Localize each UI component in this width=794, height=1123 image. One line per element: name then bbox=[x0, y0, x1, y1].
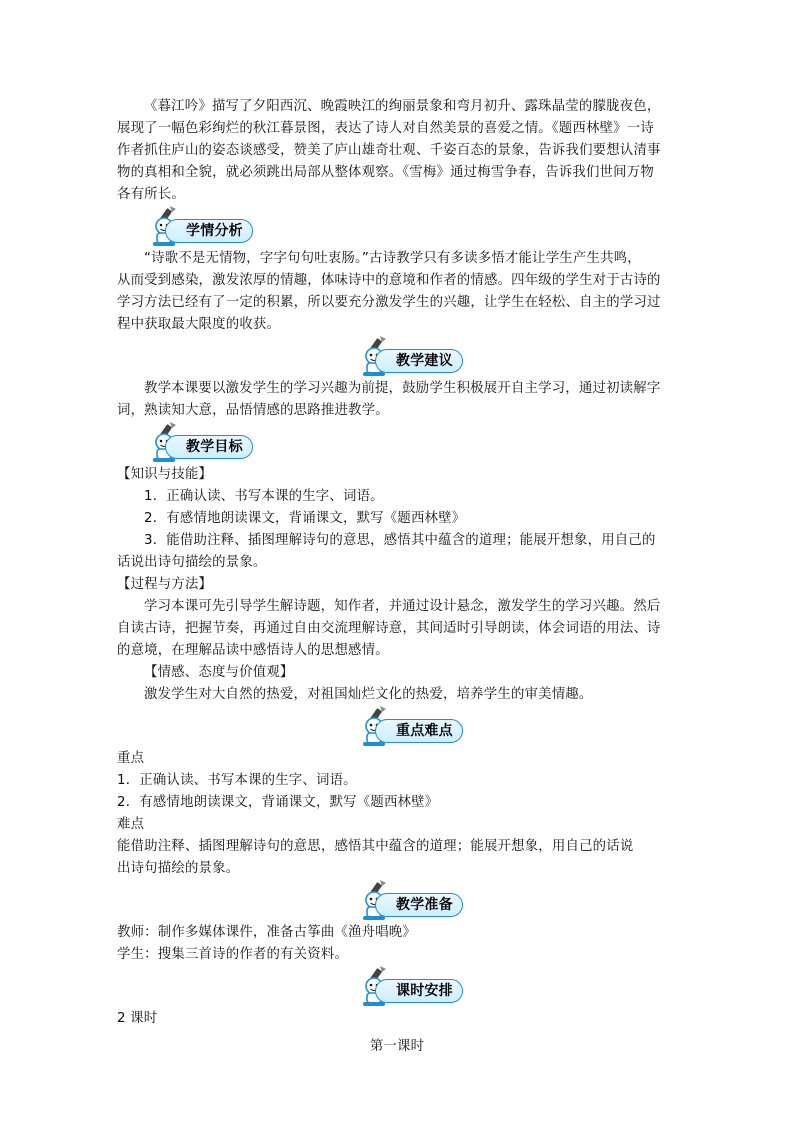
list-item: 2．有感情地朗读课文，背诵课文，默写《题西林壁》 bbox=[144, 511, 466, 526]
section-title: 重点难点 bbox=[375, 719, 463, 743]
zhunbei-body bbox=[117, 922, 682, 966]
section-title: 学情分析 bbox=[165, 219, 253, 243]
mubiao-body bbox=[117, 464, 682, 706]
text-line: “诗歌不是无情物，字字句句吐衷肠。”古诗教学只有多读多悟才能让学生产生共鸣， bbox=[144, 251, 641, 266]
section-heading-keshi bbox=[357, 966, 682, 1008]
text-line: 各有所长。 bbox=[117, 187, 185, 202]
text-line: 激发学生对大自然的热爱，对祖国灿烂文化的热爱，培养学生的审美情趣。 bbox=[144, 687, 593, 702]
section-heading-zhongdian bbox=[357, 706, 682, 748]
subsection-label: 难点 bbox=[117, 817, 145, 832]
list-item: 3．能借助注释、插图理解诗句的意思，感悟其中蕴含的道理；能展开想象，用自己的 bbox=[144, 533, 656, 548]
text-line: 2 课时 bbox=[117, 1011, 158, 1026]
section-title: 教学建议 bbox=[375, 349, 463, 373]
text-line: 自读古诗，把握节奏，再通过自由交流理解诗意，其间适时引导朗读，体会词语的用法、诗 bbox=[117, 621, 661, 636]
section-heading-xueqing bbox=[147, 206, 682, 248]
text-line: 的意境，在理解品读中感悟诗人的思想感情。 bbox=[117, 643, 389, 658]
section-title: 教学准备 bbox=[375, 893, 463, 917]
text-line: 程中获取最大限度的收获。 bbox=[117, 317, 281, 332]
text-line: 能借助注释、插图理解诗句的意思，感悟其中蕴含的道理；能展开想象，用自己的话说 bbox=[117, 839, 634, 854]
text-line: 教师：制作多媒体课件，准备古筝曲《渔舟唱晚》 bbox=[117, 925, 416, 940]
text-line: 话说出诗句描绘的景象。 bbox=[117, 555, 267, 570]
subsection-label: 【知识与技能】 bbox=[117, 467, 213, 482]
list-item: 2．有感情地朗读课文，背诵课文，默写《题西林壁》 bbox=[117, 795, 439, 810]
text-line: 物的真相和全貌，就必须跳出局部从整体观察。《雪梅》通过梅雪争春，告诉我们世间万物 bbox=[117, 165, 654, 180]
list-item: 1．正确认读、书写本课的生字、词语。 bbox=[144, 489, 384, 504]
lesson-title: 第一课时 bbox=[369, 1039, 425, 1054]
section-title: 教学目标 bbox=[165, 435, 253, 459]
page-content bbox=[117, 96, 682, 1058]
text-line: 从而受到感染，激发浓厚的情趣，体味诗中的意境和作者的情感。四年级的学生对于古诗的 bbox=[117, 273, 661, 288]
xueqing-paragraph bbox=[117, 248, 682, 336]
text-line: 出诗句描绘的景象。 bbox=[117, 861, 240, 876]
section-heading-mubiao bbox=[147, 422, 682, 464]
text-line: 学习本课可先引导学生解诗题，知作者，并通过设计悬念，激发学生的学习兴趣。然后 bbox=[144, 599, 661, 614]
text-line: 教学本课要以激发学生的学习兴趣为前提，鼓励学生积极展开自主学习，通过初读解字 bbox=[144, 381, 661, 396]
zhongdian-body bbox=[117, 748, 682, 880]
text-line: 展现了一幅色彩绚烂的秋江暮景图，表达了诗人对自然美景的喜爱之情。《题西林壁》一诗 bbox=[117, 121, 654, 136]
section-heading-zhunbei bbox=[357, 880, 682, 922]
text-line: 词，熟读知大意，品悟情感的思路推进教学。 bbox=[117, 403, 389, 418]
text-line: 作者抓住庐山的姿态谈感受，赞美了庐山雄奇壮观、千姿百态的景象，告诉我们要想认清事 bbox=[117, 143, 661, 158]
jianyi-paragraph bbox=[117, 378, 682, 422]
section-heading-jianyi bbox=[357, 336, 682, 378]
subsection-label: 【情感、态度与价值观】 bbox=[144, 665, 294, 680]
keshi-body bbox=[117, 1008, 682, 1030]
list-item: 1．正确认读、书写本课的生字、词语。 bbox=[117, 773, 357, 788]
text-line: 学习方法已经有了一定的积累，所以要充分激发学生的兴趣，让学生在轻松、自主的学习过 bbox=[117, 295, 661, 310]
section-title: 课时安排 bbox=[375, 979, 463, 1003]
subsection-label: 重点 bbox=[117, 751, 145, 766]
subsection-label: 【过程与方法】 bbox=[117, 577, 213, 592]
text-line: 学生：搜集三首诗的作者的有关资料。 bbox=[117, 947, 349, 962]
intro-paragraph bbox=[117, 96, 682, 206]
text-line: 《暮江吟》描写了夕阳西沉、晚霞映江的绚丽景象和弯月初升、露珠晶莹的朦胧夜色， bbox=[144, 99, 661, 114]
